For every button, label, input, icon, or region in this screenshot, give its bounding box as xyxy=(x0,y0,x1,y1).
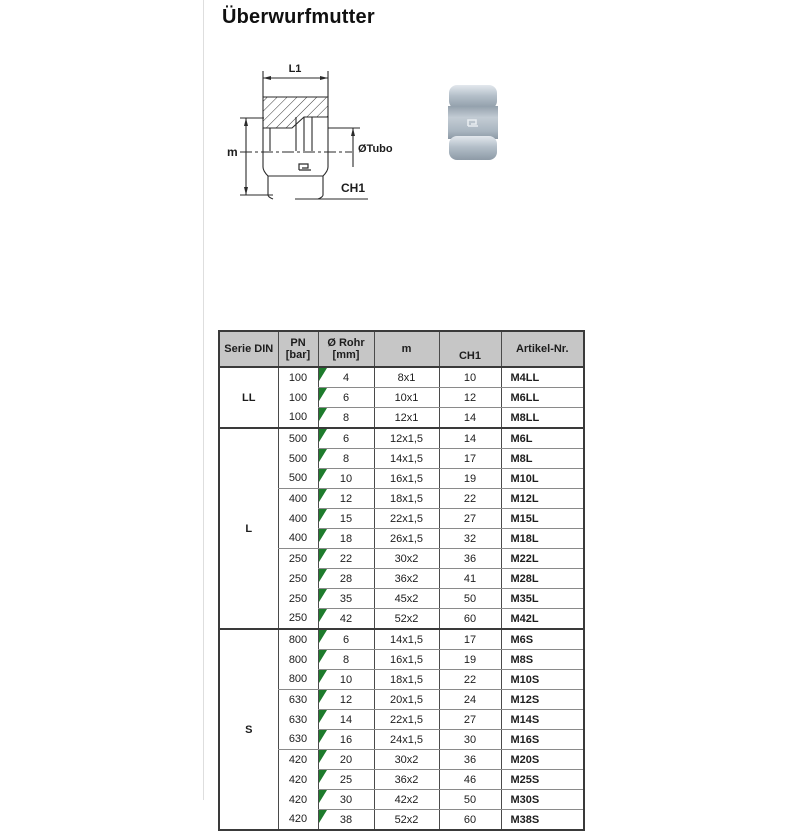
artikel-nr-cell: M35L xyxy=(501,589,584,609)
rohr-value: 30 xyxy=(339,793,353,806)
pn-cell: 800 xyxy=(278,629,318,650)
ch1-cell: 50 xyxy=(439,589,501,609)
header-m: m xyxy=(374,331,439,367)
rohr-cell xyxy=(318,388,374,408)
m-cell: 22x1,5 xyxy=(374,509,439,529)
serie-din-cell: L xyxy=(219,428,278,629)
artikel-nr-cell: M16S xyxy=(501,730,584,750)
ch1-cell: 19 xyxy=(439,650,501,670)
ch1-cell: 19 xyxy=(439,469,501,489)
rohr-value: 6 xyxy=(342,432,350,445)
artikel-nr-cell: M6LL xyxy=(501,388,584,408)
excel-flag-triangle-icon xyxy=(319,750,327,763)
m-cell: 26x1,5 xyxy=(374,529,439,549)
pn-cell: 250 xyxy=(278,609,318,630)
rohr-value: 28 xyxy=(339,572,353,585)
m-cell: 30x2 xyxy=(374,549,439,569)
ch1-cell: 41 xyxy=(439,569,501,589)
artikel-nr-cell: M28L xyxy=(501,569,584,589)
artikel-nr-cell: M8S xyxy=(501,650,584,670)
nut-top-collar xyxy=(449,85,497,109)
rohr-value: 6 xyxy=(342,391,350,404)
pn-cell: 250 xyxy=(278,569,318,589)
ch1-cell: 60 xyxy=(439,609,501,630)
l1-arrow-right xyxy=(320,76,328,80)
pn-cell: 420 xyxy=(278,810,318,831)
rohr-value: 38 xyxy=(339,813,353,826)
pn-cell: 500 xyxy=(278,428,318,449)
nut-section-drawing xyxy=(220,55,470,220)
excel-flag-triangle-icon xyxy=(319,589,327,602)
ch1-cell: 22 xyxy=(439,670,501,690)
ch1-cell: 46 xyxy=(439,770,501,790)
rohr-cell xyxy=(318,810,374,831)
rohr-cell xyxy=(318,408,374,429)
m-cell: 14x1,5 xyxy=(374,629,439,650)
ch1-cell: 27 xyxy=(439,509,501,529)
excel-flag-triangle-icon xyxy=(319,670,327,683)
artikel-nr-cell: M12L xyxy=(501,489,584,509)
rohr-cell xyxy=(318,428,374,449)
rohr-value: 8 xyxy=(342,411,350,424)
ch1-cell: 14 xyxy=(439,428,501,449)
excel-flag-triangle-icon xyxy=(319,810,327,823)
rohr-cell xyxy=(318,609,374,630)
ch1-cell: 12 xyxy=(439,388,501,408)
rohr-cell xyxy=(318,569,374,589)
rohr-cell xyxy=(318,589,374,609)
excel-flag-triangle-icon xyxy=(319,529,327,542)
artikel-nr-cell: M12S xyxy=(501,690,584,710)
m-cell: 36x2 xyxy=(374,569,439,589)
m-cell: 14x1,5 xyxy=(374,449,439,469)
m-arrow-bottom xyxy=(244,187,248,195)
pn-cell: 500 xyxy=(278,449,318,469)
pn-cell: 400 xyxy=(278,509,318,529)
rohr-value: 12 xyxy=(339,693,353,706)
pn-cell: 250 xyxy=(278,589,318,609)
rohr-value: 20 xyxy=(339,753,353,766)
excel-flag-triangle-icon xyxy=(319,770,327,783)
rohr-value: 4 xyxy=(342,371,350,384)
rohr-value: 8 xyxy=(342,452,350,465)
m-cell: 18x1,5 xyxy=(374,489,439,509)
page-title: Überwurfmutter xyxy=(222,6,375,28)
dim-label-l1: L1 xyxy=(288,63,302,75)
spec-table-header xyxy=(219,331,584,367)
m-cell: 36x2 xyxy=(374,770,439,790)
m-cell: 30x2 xyxy=(374,750,439,770)
l1-arrow-left xyxy=(263,76,271,80)
rohr-cell xyxy=(318,367,374,388)
artikel-nr-cell: M8LL xyxy=(501,408,584,429)
excel-flag-triangle-icon xyxy=(319,609,327,622)
pn-cell: 420 xyxy=(278,770,318,790)
dim-label-ch1: CH1 xyxy=(341,181,366,195)
rohr-cell xyxy=(318,469,374,489)
artikel-nr-cell: M8L xyxy=(501,449,584,469)
rohr-cell xyxy=(318,489,374,509)
rohr-cell xyxy=(318,750,374,770)
pn-cell: 420 xyxy=(278,790,318,810)
rohr-cell xyxy=(318,670,374,690)
rohr-cell xyxy=(318,650,374,670)
header-ch1: CH1 xyxy=(439,331,501,367)
artikel-nr-cell: M10S xyxy=(501,670,584,690)
m-cell: 52x2 xyxy=(374,609,439,630)
rohr-cell xyxy=(318,690,374,710)
ch1-cell: 32 xyxy=(439,529,501,549)
m-cell: 18x1,5 xyxy=(374,670,439,690)
pn-cell: 500 xyxy=(278,469,318,489)
artikel-nr-cell: M18L xyxy=(501,529,584,549)
nut-hex-body xyxy=(448,106,498,139)
excel-flag-triangle-icon xyxy=(319,408,327,421)
table-row xyxy=(219,428,584,449)
m-cell: 12x1 xyxy=(374,408,439,429)
m-cell: 24x1,5 xyxy=(374,730,439,750)
serie-din-cell: LL xyxy=(242,391,256,404)
artikel-nr-cell: M42L xyxy=(501,609,584,630)
artikel-nr-cell: M38S xyxy=(501,810,584,831)
rohr-cell xyxy=(318,549,374,569)
rohr-value: 25 xyxy=(339,773,353,786)
pn-cell: 800 xyxy=(278,650,318,670)
artikel-nr-cell: M25S xyxy=(501,770,584,790)
pn-cell: 400 xyxy=(278,489,318,509)
excel-flag-triangle-icon xyxy=(319,549,327,562)
m-cell: 22x1,5 xyxy=(374,710,439,730)
rohr-cell xyxy=(318,770,374,790)
ch1-cell: 50 xyxy=(439,790,501,810)
excel-flag-triangle-icon xyxy=(319,710,327,723)
excel-flag-triangle-icon xyxy=(319,388,327,401)
m-cell: 12x1,5 xyxy=(374,428,439,449)
header-pn-line1: PN xyxy=(290,337,306,349)
serie-din-cell: S xyxy=(219,629,278,830)
nut-3d-image xyxy=(448,85,498,160)
excel-flag-triangle-icon xyxy=(319,650,327,663)
excel-flag-triangle-icon xyxy=(319,630,327,643)
ch1-cell: 60 xyxy=(439,810,501,831)
rohr-cell xyxy=(318,710,374,730)
nut-outline-right xyxy=(318,117,328,199)
rohr-cell xyxy=(318,730,374,750)
nut-bottom-collar xyxy=(449,136,497,160)
ch1-cell: 27 xyxy=(439,710,501,730)
excel-flag-triangle-icon xyxy=(319,690,327,703)
artikel-nr-cell: M14S xyxy=(501,710,584,730)
ch1-cell: 30 xyxy=(439,730,501,750)
brand-mark xyxy=(299,164,311,170)
tubo-arrow xyxy=(351,128,355,136)
m-cell: 8x1 xyxy=(374,367,439,388)
excel-flag-triangle-icon xyxy=(319,449,327,462)
ch1-cell: 10 xyxy=(439,367,501,388)
m-cell: 42x2 xyxy=(374,790,439,810)
artikel-nr-cell: M6L xyxy=(501,428,584,449)
rohr-value: 6 xyxy=(342,633,350,646)
rohr-value: 18 xyxy=(339,532,353,545)
m-cell: 10x1 xyxy=(374,388,439,408)
ch1-cell: 36 xyxy=(439,549,501,569)
pn-cell: 250 xyxy=(278,549,318,569)
header-serie-din: Serie DIN xyxy=(219,331,278,367)
excel-flag-triangle-icon xyxy=(319,469,327,482)
excel-flag-triangle-icon xyxy=(319,569,327,582)
ch1-cell: 36 xyxy=(439,750,501,770)
header-rohr-line2: [mm] xyxy=(332,349,360,361)
pn-cell: 630 xyxy=(278,730,318,750)
artikel-nr-cell: M6S xyxy=(501,629,584,650)
table-row xyxy=(219,629,584,650)
pn-cell: 630 xyxy=(278,710,318,730)
header-pn xyxy=(278,331,318,367)
rohr-value: 35 xyxy=(339,592,353,605)
technical-drawing xyxy=(220,55,470,220)
rohr-value: 10 xyxy=(339,472,353,485)
rohr-value: 14 xyxy=(339,713,353,726)
dim-label-tubo: ØTubo xyxy=(358,143,393,155)
artikel-nr-cell: M10L xyxy=(501,469,584,489)
ch1-cell: 22 xyxy=(439,489,501,509)
ch1-cell: 17 xyxy=(439,629,501,650)
spec-table xyxy=(218,330,585,831)
pn-cell: 100 xyxy=(278,388,318,408)
excel-flag-triangle-icon xyxy=(319,730,327,743)
rohr-cell xyxy=(318,509,374,529)
excel-flag-triangle-icon xyxy=(319,368,327,381)
nut-3d-render xyxy=(448,85,498,160)
pn-cell: 400 xyxy=(278,529,318,549)
rohr-value: 16 xyxy=(339,733,353,746)
ch1-cell: 14 xyxy=(439,408,501,429)
m-cell: 16x1,5 xyxy=(374,650,439,670)
header-rohr-line1: Ø Rohr xyxy=(327,337,365,349)
header-pn-line2: [bar] xyxy=(285,349,311,361)
rohr-cell xyxy=(318,529,374,549)
rohr-value: 42 xyxy=(339,612,353,625)
excel-flag-triangle-icon xyxy=(319,429,327,442)
nut-outline-left xyxy=(263,128,273,199)
table-row xyxy=(219,367,584,388)
ch1-cell: 24 xyxy=(439,690,501,710)
ch1-cell: 17 xyxy=(439,449,501,469)
m-cell: 52x2 xyxy=(374,810,439,831)
rohr-cell xyxy=(318,449,374,469)
artikel-nr-cell: M20S xyxy=(501,750,584,770)
artikel-nr-cell: M4LL xyxy=(501,367,584,388)
rohr-value: 12 xyxy=(339,492,353,505)
excel-flag-triangle-icon xyxy=(319,489,327,502)
m-cell: 20x1,5 xyxy=(374,690,439,710)
rohr-value: 10 xyxy=(339,673,353,686)
excel-flag-triangle-icon xyxy=(319,790,327,803)
pn-cell: 420 xyxy=(278,750,318,770)
artikel-nr-cell: M22L xyxy=(501,549,584,569)
rohr-value: 15 xyxy=(339,512,353,525)
excel-flag-triangle-icon xyxy=(319,509,327,522)
m-cell: 45x2 xyxy=(374,589,439,609)
m-cell: 16x1,5 xyxy=(374,469,439,489)
dim-label-m: m xyxy=(227,145,238,159)
header-rohr xyxy=(318,331,374,367)
pn-cell: 630 xyxy=(278,690,318,710)
pn-cell: 800 xyxy=(278,670,318,690)
artikel-nr-cell: M30S xyxy=(501,790,584,810)
pn-cell: 100 xyxy=(278,408,318,429)
header-artikel: Artikel-Nr. xyxy=(501,331,584,367)
spec-table-body xyxy=(219,367,584,830)
artikel-nr-cell: M15L xyxy=(501,509,584,529)
rohr-cell xyxy=(318,629,374,650)
m-arrow-top xyxy=(244,118,248,126)
rohr-value: 8 xyxy=(342,653,350,666)
rohr-value: 22 xyxy=(339,552,353,565)
pn-cell: 100 xyxy=(278,367,318,388)
page-edge-line xyxy=(203,0,204,800)
